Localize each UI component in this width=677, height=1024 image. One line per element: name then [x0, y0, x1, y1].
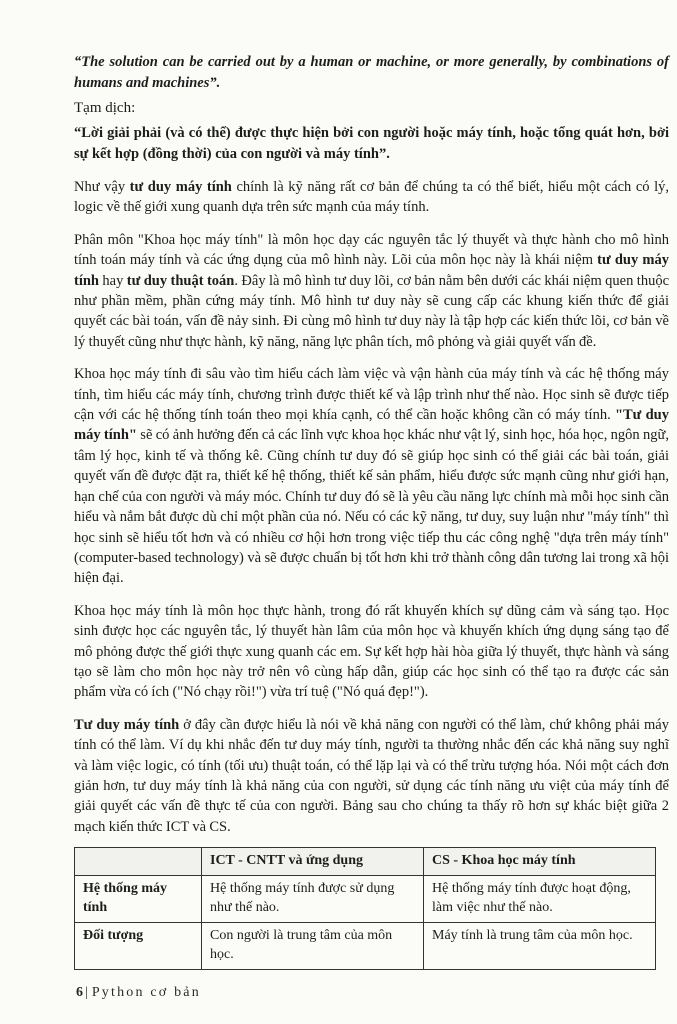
paragraph-2 [74, 230, 669, 352]
paragraph-5-text-b: ở đây cần được hiểu là nói về khả năng con người có thể làm, chứ không phải máy tính có thể làm. Ví dụ khi nhắc đến tư duy máy tính, người ta thường nhắc đến các khả năng suy nghĩ và làm việc logic, có tính (tối ưu) thuật toán, có thể lặp lại và có thể trừu tượng hóa. Nói một cách đơn giản hơn, tư duy máy tính là khả năng của con người, sử dụng các tính năng ưu việt của máy tính để giải quyết các vấn đề thực tế của con người. Bảng sau cho chúng ta thấy rõ hơn sự khác biệt giữa 2 mạch kiến thức ICT và CS. [74, 716, 669, 835]
paragraph-3-text-a: Khoa học máy tính đi sâu vào tìm hiểu cách làm việc và vận hành của máy tính và các hệ thống máy tính, tìm hiểu các máy tính, chương trình được thiết kế và lập trình như thế nào. Học sinh sẽ được tiếp cận với các hệ thống tính toán theo mọi khía cạnh, có thể cần hoặc không cần có máy tính. [74, 366, 669, 424]
paragraph-1-text-a: Như vậy [74, 179, 130, 195]
table-row-header: Hệ thống máy tính [75, 876, 202, 923]
page-footer [76, 985, 201, 1001]
paragraph-2-text-e: . Đây là mô hình tư duy lõi, cơ bản nằm bên dưới các khái niệm quen thuộc như phần mềm, phần cứng máy tính. Mô hình tư duy này sẽ cung cấp các khung kiến thức để giải quyết các bài toán, vấn đề nảy sinh. Đi cùng mô hình tư duy này là tập hợp các kiến thức lõi, cơ bản về lý thuyết cũng như thực hành, kỹ năng, năng lực phân tích, mô phỏng và giải quyết vấn đề. [74, 272, 670, 350]
table-header-cell [75, 848, 202, 876]
table-header-cell: CS - Khoa học máy tính [424, 848, 656, 876]
table-header-cell: ICT - CNTT và ứng dụng [202, 848, 424, 876]
paragraph-2-text-a: Phân môn "Khoa học máy tính" là môn học dạy các nguyên tắc lý thuyết và thực hành cho mô hình tính toán máy tính và các ứng dụng của mô hình này. Lõi của môn học này là khái niệm [74, 231, 669, 269]
paragraph-3 [74, 364, 669, 588]
paragraph-2-bold-2: tư duy thuật toán [126, 272, 235, 289]
table-cell: Hệ thống máy tính được sử dụng như thế nào. [202, 876, 424, 923]
page-content [74, 52, 669, 970]
table-cell: Hệ thống máy tính được hoạt động, làm việc như thế nào. [424, 876, 656, 923]
paragraph-3-bold: "Tư duy máy tính" [74, 407, 669, 444]
table-row-header: Đối tượng [75, 923, 202, 970]
page-number: 6 [76, 985, 83, 1000]
table-header-row [75, 848, 656, 876]
paragraph-4: Khoa học máy tính là môn học thực hành, trong đó rất khuyến khích sự dũng cảm và sáng tạo. Học sinh được học các nguyên tắc, lý thuyết hàn lâm của môn học và khuyến khích ứng dụng sáng tạo để mô phỏng được thế giới thực xung quanh các em. Sự kết hợp hài hòa giữa lý thuyết, thực hành và sáng tạo sẽ làm cho môn học này trở nên vô cùng hấp dẫn, giúp các học sinh có thể tạo ra được các sản phẩm vừa có ích ("Nó chạy rồi!") vừa trí tuệ ("Nó quá đẹp!"). [74, 602, 669, 701]
paragraph-3-text-c: sẽ có ảnh hưởng đến cả các lĩnh vực khoa học khác như vật lý, sinh học, hóa học, ngôn ngữ, tâm lý học, kinh tế và thống kê. Cũng chính tư duy đó sẽ giúp học sinh có thể giải các bài toán, giải quyết vấn đề được đặt ra, thiết kế hệ thống, thiết kế sản phẩm, hiểu được sức mạnh cũng như giới hạn, hạn chế của con người và máy móc. Chính tư duy đó sẽ là yêu cầu năng lực chính mà mỗi học sinh cần hiểu và nắm bắt được dù chỉ một phần của nó. Nếu có các kỹ năng, tư duy, suy luận như "máy tính" thì học sinh sẽ hiểu tốt hơn và có nhiều cơ hội hơn trong việc tiếp thu các công nghệ "dựa trên máy tính" (computer-based technology) và sẽ được chuẩn bị tốt hơn khi trở thành công dân tương lai trong xã hội hiện đại. [74, 427, 669, 587]
paragraph-5-bold: Tư duy máy tính [74, 716, 180, 733]
english-quote: “The solution can be carried out by a human or machine, or more generally, by combinations of humans and machines”. [74, 54, 669, 91]
table-cell: Máy tính là trung tâm của môn học. [424, 923, 656, 970]
translation-label: Tạm dịch: [74, 100, 136, 116]
paragraph-2-text-c: hay [99, 272, 127, 289]
comparison-table [74, 847, 656, 970]
book-title: Python cơ bản [91, 985, 201, 1000]
paragraph-2-bold-1: tư duy máy tính [74, 252, 669, 289]
table-row [75, 923, 656, 970]
paragraph-1 [74, 177, 669, 218]
paragraph-5 [74, 715, 669, 837]
paragraph-1-text-c: chính là kỹ năng rất cơ bản để chúng ta có thể biết, hiểu một cách có lý, logic về thế giới xung quanh dựa trên sức mạnh của máy tính. [74, 179, 669, 216]
table-row [75, 876, 656, 923]
vietnamese-quote: “Lời giải phải (và có thể) được thực hiện bởi con người hoặc máy tính, hoặc tổng quát hơn, bởi sự kết hợp (đồng thời) của con người và máy tính”. [74, 125, 669, 162]
paragraph-1-bold: tư duy máy tính [129, 179, 232, 195]
footer-separator: | [85, 985, 88, 1000]
table-cell: Con người là trung tâm của môn học. [202, 923, 424, 970]
